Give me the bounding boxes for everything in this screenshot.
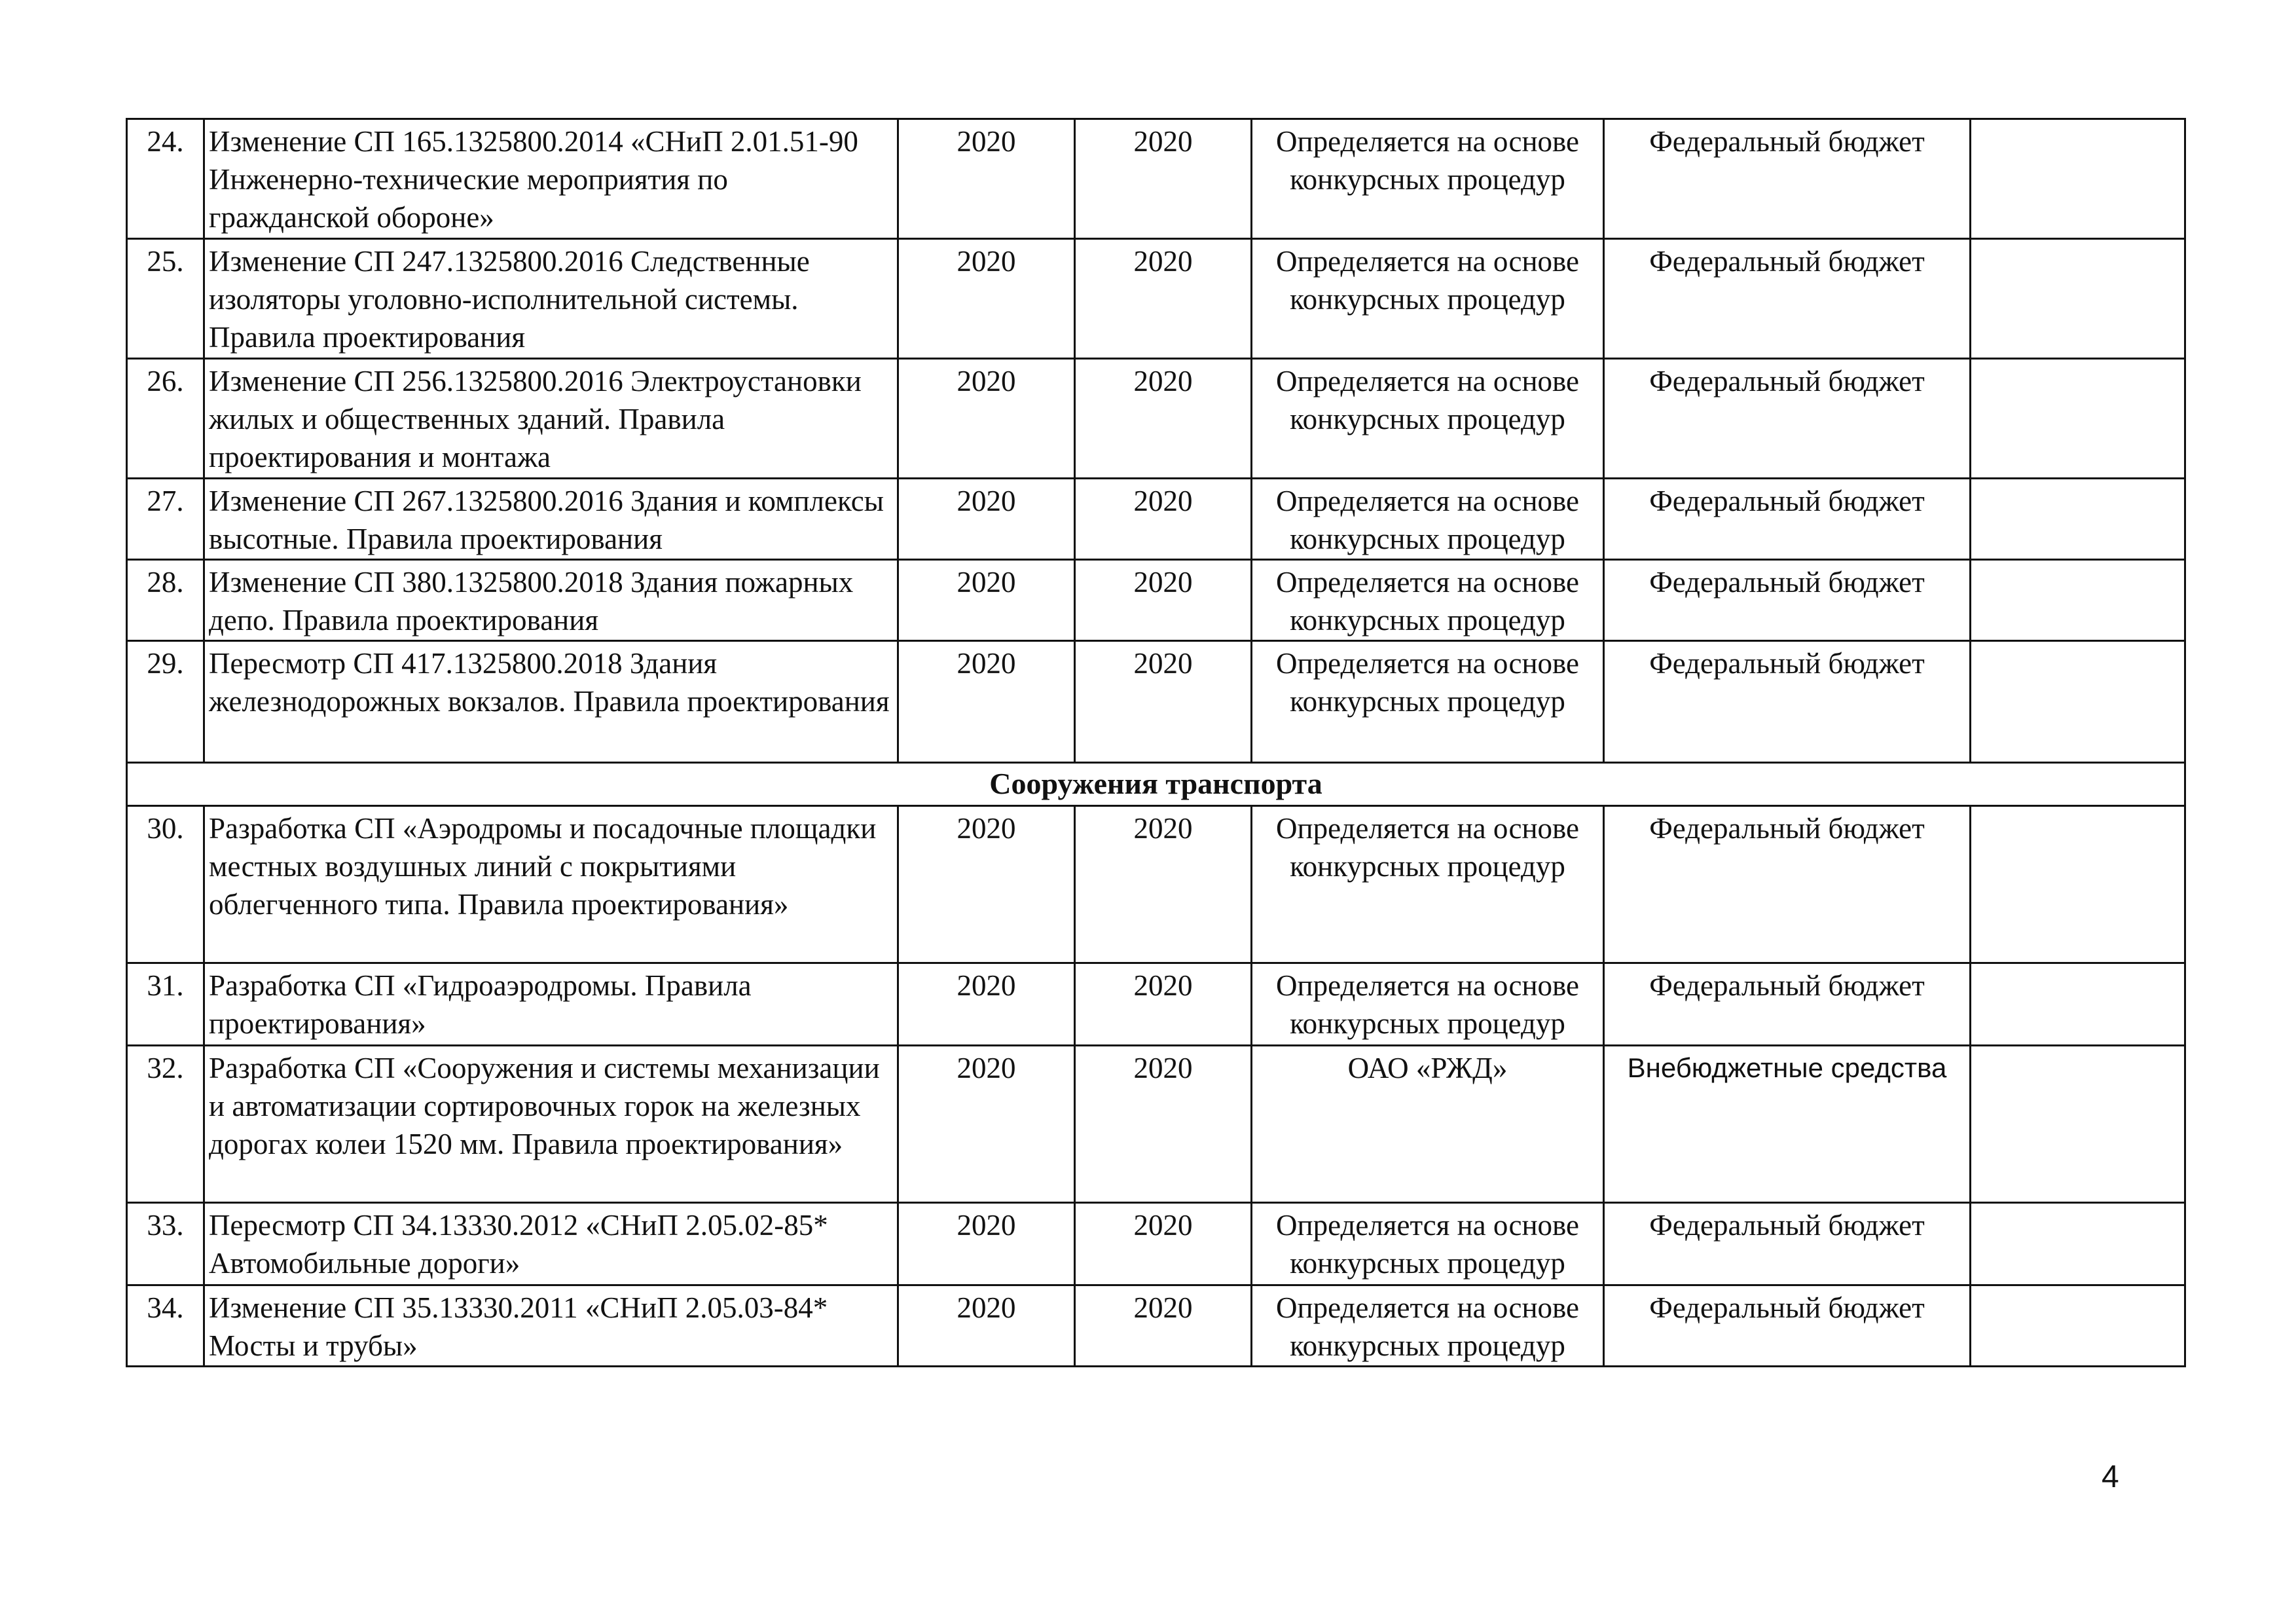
end-year: 2020 bbox=[1075, 1285, 1252, 1367]
funding-source: Федеральный бюджет bbox=[1604, 359, 1971, 479]
end-year: 2020 bbox=[1075, 963, 1252, 1046]
document-name: Пересмотр СП 417.1325800.2018 Здания железнодорожных вокзалов. Правила проектирования bbox=[204, 641, 898, 763]
note-cell bbox=[1971, 1046, 2185, 1203]
note-cell bbox=[1971, 119, 2185, 239]
start-year: 2020 bbox=[898, 359, 1075, 479]
table-row bbox=[127, 1046, 2185, 1203]
table-row bbox=[127, 239, 2185, 359]
document-name: Изменение СП 256.1325800.2016 Электроустановки жилых и общественных зданий. Правила проектирования и монтажа bbox=[204, 359, 898, 479]
row-number: 31. bbox=[127, 963, 204, 1046]
executor: Определяется на основе конкурсных процедур bbox=[1252, 359, 1604, 479]
document-name: Пересмотр СП 34.13330.2012 «СНиП 2.05.02-85* Автомобильные дороги» bbox=[204, 1203, 898, 1285]
note-cell bbox=[1971, 560, 2185, 641]
funding-source: Федеральный бюджет bbox=[1604, 806, 1971, 963]
note-cell bbox=[1971, 479, 2185, 560]
start-year: 2020 bbox=[898, 239, 1075, 359]
note-cell bbox=[1971, 239, 2185, 359]
document-name: Изменение СП 267.1325800.2016 Здания и комплексы высотные. Правила проектирования bbox=[204, 479, 898, 560]
funding-source: Федеральный бюджет bbox=[1604, 963, 1971, 1046]
table-row bbox=[127, 1285, 2185, 1367]
document-name: Разработка СП «Гидроаэродромы. Правила проектирования» bbox=[204, 963, 898, 1046]
start-year: 2020 bbox=[898, 479, 1075, 560]
start-year: 2020 bbox=[898, 1203, 1075, 1285]
table-row bbox=[127, 560, 2185, 641]
funding-source: Федеральный бюджет bbox=[1604, 479, 1971, 560]
document-name: Разработка СП «Аэродромы и посадочные площадки местных воздушных линий с покрытиями облегченного типа. Правила проектирования» bbox=[204, 806, 898, 963]
end-year: 2020 bbox=[1075, 641, 1252, 763]
executor: Определяется на основе конкурсных процедур bbox=[1252, 560, 1604, 641]
executor: Определяется на основе конкурсных процедур bbox=[1252, 119, 1604, 239]
executor: Определяется на основе конкурсных процедур bbox=[1252, 479, 1604, 560]
row-number: 29. bbox=[127, 641, 204, 763]
table-row bbox=[127, 479, 2185, 560]
row-number: 28. bbox=[127, 560, 204, 641]
table-row bbox=[127, 119, 2185, 239]
funding-source: Федеральный бюджет bbox=[1604, 1203, 1971, 1285]
end-year: 2020 bbox=[1075, 1203, 1252, 1285]
note-cell bbox=[1971, 963, 2185, 1046]
funding-source: Внебюджетные средства bbox=[1604, 1046, 1971, 1203]
executor: Определяется на основе конкурсных процедур bbox=[1252, 1285, 1604, 1367]
note-cell bbox=[1971, 359, 2185, 479]
end-year: 2020 bbox=[1075, 359, 1252, 479]
document-name: Разработка СП «Сооружения и системы механизации и автоматизации сортировочных горок на железных дорогах колеи 1520 мм. Правила проектирования» bbox=[204, 1046, 898, 1203]
executor: Определяется на основе конкурсных процедур bbox=[1252, 641, 1604, 763]
page-number: 4 bbox=[2102, 1460, 2119, 1494]
table-row bbox=[127, 806, 2185, 963]
funding-source: Федеральный бюджет bbox=[1604, 239, 1971, 359]
document-name: Изменение СП 165.1325800.2014 «СНиП 2.01.51-90 Инженерно-технические мероприятия по гражданской обороне» bbox=[204, 119, 898, 239]
executor: Определяется на основе конкурсных процедур bbox=[1252, 963, 1604, 1046]
end-year: 2020 bbox=[1075, 479, 1252, 560]
table-row bbox=[127, 963, 2185, 1046]
end-year: 2020 bbox=[1075, 119, 1252, 239]
row-number: 33. bbox=[127, 1203, 204, 1285]
start-year: 2020 bbox=[898, 560, 1075, 641]
note-cell bbox=[1971, 641, 2185, 763]
document-name: Изменение СП 247.1325800.2016 Следственные изоляторы уголовно-исполнительной системы. Правила проектирования bbox=[204, 239, 898, 359]
standards-plan-table bbox=[126, 118, 2186, 1367]
row-number: 34. bbox=[127, 1285, 204, 1367]
end-year: 2020 bbox=[1075, 806, 1252, 963]
start-year: 2020 bbox=[898, 806, 1075, 963]
executor: Определяется на основе конкурсных процедур bbox=[1252, 1203, 1604, 1285]
table-row bbox=[127, 641, 2185, 763]
funding-source: Федеральный бюджет bbox=[1604, 641, 1971, 763]
funding-source: Федеральный бюджет bbox=[1604, 560, 1971, 641]
section-title: Сооружения транспорта bbox=[127, 763, 2185, 806]
row-number: 30. bbox=[127, 806, 204, 963]
table-row bbox=[127, 1203, 2185, 1285]
end-year: 2020 bbox=[1075, 1046, 1252, 1203]
table-row bbox=[127, 359, 2185, 479]
row-number: 25. bbox=[127, 239, 204, 359]
section-header-row bbox=[127, 763, 2185, 806]
note-cell bbox=[1971, 806, 2185, 963]
start-year: 2020 bbox=[898, 1285, 1075, 1367]
executor: Определяется на основе конкурсных процедур bbox=[1252, 239, 1604, 359]
start-year: 2020 bbox=[898, 963, 1075, 1046]
end-year: 2020 bbox=[1075, 560, 1252, 641]
row-number: 27. bbox=[127, 479, 204, 560]
executor: Определяется на основе конкурсных процедур bbox=[1252, 806, 1604, 963]
note-cell bbox=[1971, 1285, 2185, 1367]
row-number: 26. bbox=[127, 359, 204, 479]
note-cell bbox=[1971, 1203, 2185, 1285]
start-year: 2020 bbox=[898, 641, 1075, 763]
funding-source: Федеральный бюджет bbox=[1604, 119, 1971, 239]
document-name: Изменение СП 380.1325800.2018 Здания пожарных депо. Правила проектирования bbox=[204, 560, 898, 641]
row-number: 32. bbox=[127, 1046, 204, 1203]
row-number: 24. bbox=[127, 119, 204, 239]
executor: ОАО «РЖД» bbox=[1252, 1046, 1604, 1203]
funding-source: Федеральный бюджет bbox=[1604, 1285, 1971, 1367]
start-year: 2020 bbox=[898, 1046, 1075, 1203]
document-name: Изменение СП 35.13330.2011 «СНиП 2.05.03-84* Мосты и трубы» bbox=[204, 1285, 898, 1367]
start-year: 2020 bbox=[898, 119, 1075, 239]
end-year: 2020 bbox=[1075, 239, 1252, 359]
